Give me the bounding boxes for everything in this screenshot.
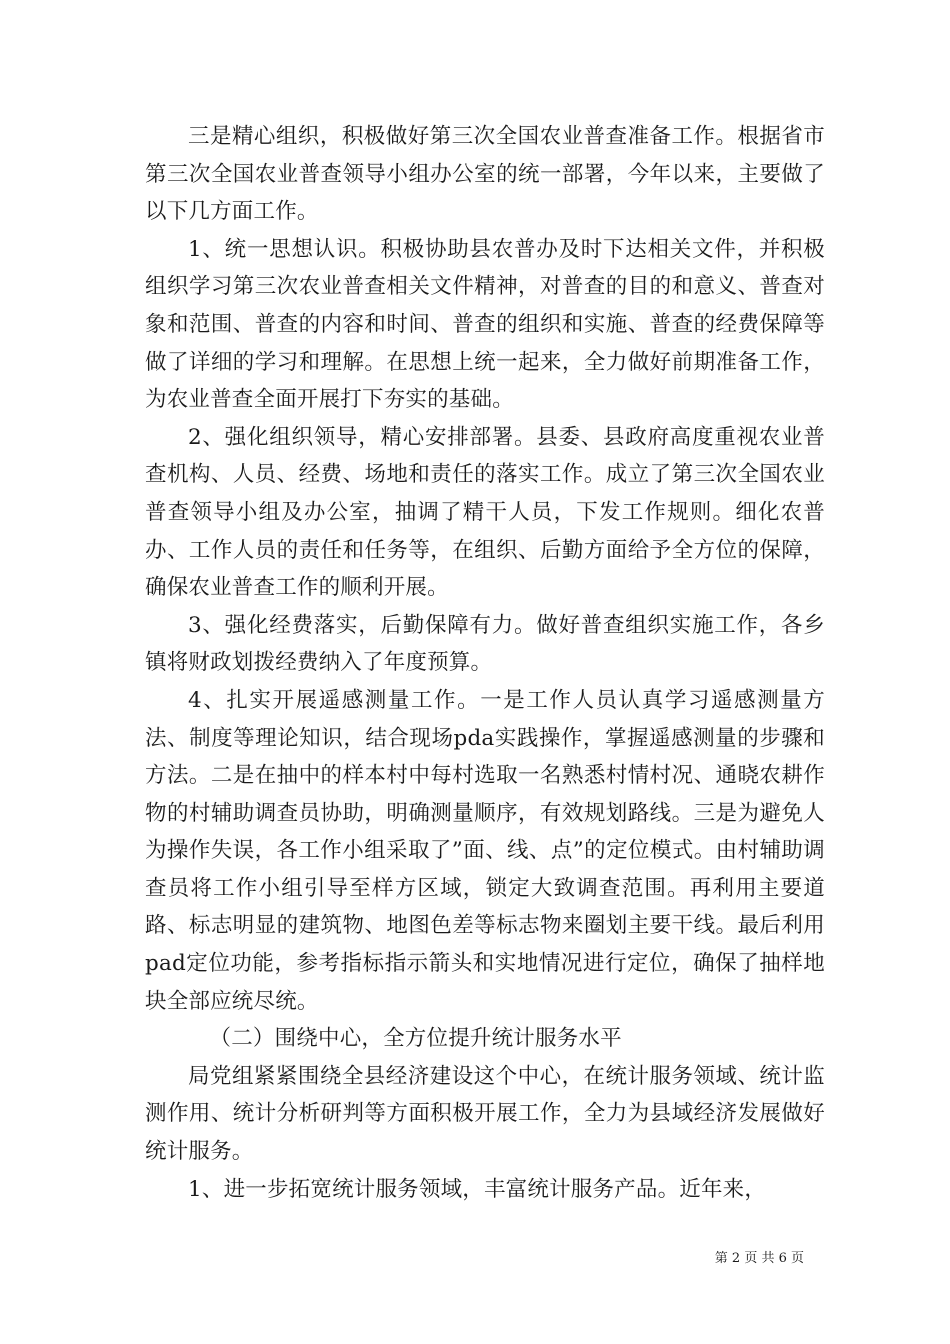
paragraph: 2、强化组织领导，精心安排部署。县委、县政府高度重视农业普查机构、人员、经费、场地和责任的落实工作。成立了第三次全国农业普查领导小组及办公室，抽调了精干人员，下发工作规则。细化农普办、工作人员的责任和任务等，在组织、后勤方面给予全方位的保障，确保农业普查工作的顺利开展。 bbox=[145, 424, 825, 601]
paragraph: 3、强化经费落实，后勤保障有力。做好普查组织实施工作，各乡镇将财政划拨经费纳入了年度预算。 bbox=[145, 612, 825, 676]
paragraph: 1、进一步拓宽统计服务领域，丰富统计服务产品。近年来， bbox=[188, 1176, 767, 1202]
paragraph: 4、扎实开展遥感测量工作。一是工作人员认真学习遥感测量方法、制度等理论知识，结合现场pda实践操作，掌握遥感测量的步骤和方法。二是在抽中的样本村中每村选取一名熟悉村情村况、通晓农耕作物的村辅助调查员协助，明确测量顺序，有效规划路线。三是为避免人为操作失误，各工作小组采取了”面、线、点”的定位模式。由村辅助调查员将工作小组引导至样方区域，锁定大致调查范围。再利用主要道路、标志明显的建筑物、地图色差等标志物来圈划主要干线。最后利用pad定位功能，参考指标指示箭头和实地情况进行定位，确保了抽样地块全部应统尽统。 bbox=[145, 687, 825, 1014]
paragraph: 三是精心组织，积极做好第三次全国农业普查准备工作。根据省市第三次全国农业普查领导小组办公室的统一部署，今年以来，主要做了以下几方面工作。 bbox=[145, 124, 825, 225]
paragraph: 局党组紧紧围绕全县经济建设这个中心，在统计服务领域、统计监测作用、统计分析研判等方面积极开展工作，全力为县域经济发展做好统计服务。 bbox=[145, 1063, 825, 1165]
page-number-footer: 第 2 页 共 6 页 bbox=[714, 1251, 804, 1266]
paragraph: 1、统一思想认识。积极协助县农普办及时下达相关文件，并积极组织学习第三次农业普查相关文件精神，对普查的目的和意义、普查对象和范围、普查的内容和时间、普查的组织和实施、普查的经费保障等做了详细的学习和理解。在思想上统一起来，全力做好前期准备工作，为农业普查全面开展打下夯实的基础。 bbox=[145, 236, 825, 413]
section-heading: （二）围绕中心，全方位提升统计服务水平 bbox=[209, 1026, 622, 1052]
document-body bbox=[145, 118, 825, 1208]
